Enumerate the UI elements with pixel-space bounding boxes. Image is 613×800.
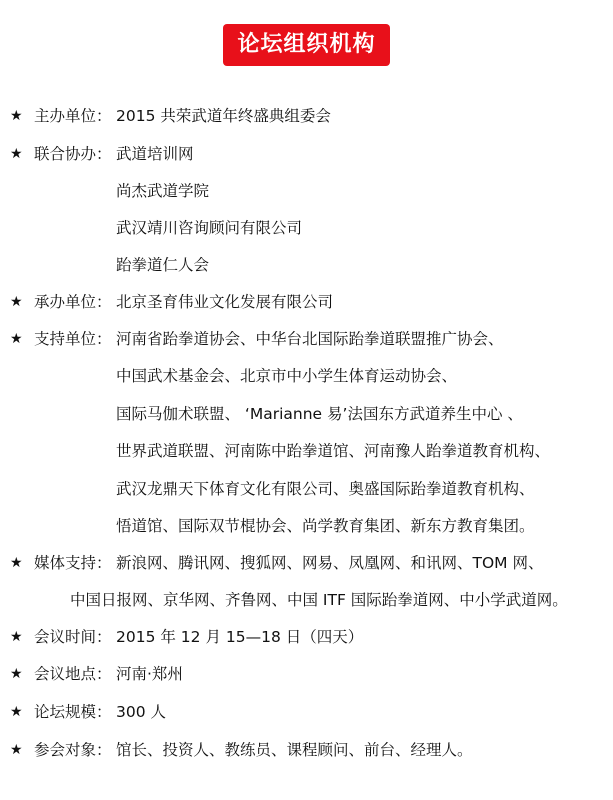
item-label: 承办单位： bbox=[34, 293, 112, 311]
item-label: 参会对象： bbox=[34, 741, 112, 759]
star-icon: ★ bbox=[10, 331, 23, 347]
item-continuation-text: 武汉靖川咨询顾问有限公司 bbox=[116, 219, 303, 237]
item-value: 2015 年 12 月 15—18 日（四天） bbox=[116, 628, 364, 646]
item-label: 论坛规模： bbox=[34, 703, 112, 721]
item-value: 武道培训网 bbox=[116, 145, 194, 163]
item-continuation-text: 悟道馆、国际双节棍协会、尚学教育集团、新东方教育集团。 bbox=[116, 517, 535, 535]
item-value: 河南·郑州 bbox=[116, 665, 183, 683]
item-continuation-text: 跆拳道仁人会 bbox=[116, 256, 210, 274]
star-icon: ★ bbox=[10, 629, 23, 645]
star-icon: ★ bbox=[10, 294, 23, 310]
item-label: 会议地点： bbox=[34, 665, 112, 683]
item-label: 会议时间： bbox=[34, 628, 112, 646]
item-value: 新浪网、腾讯网、搜狐网、网易、凤凰网、和讯网、TOM 网、 bbox=[116, 554, 544, 572]
item-label: 联合协办： bbox=[34, 145, 112, 163]
item-value: 馆长、投资人、教练员、课程顾问、前台、经理人。 bbox=[116, 741, 473, 759]
star-icon: ★ bbox=[10, 666, 23, 682]
star-icon: ★ bbox=[10, 704, 23, 720]
item-continuation-text: 国际马伽术联盟、 ‘Marianne 易’法国东方武道养生中心 、 bbox=[116, 405, 523, 423]
page-title: 论坛组织机构 bbox=[223, 24, 389, 66]
item-continuation-text: 中国武术基金会、北京市中小学生体育运动协会、 bbox=[116, 367, 458, 385]
item-label: 支持单位： bbox=[34, 330, 112, 348]
star-icon: ★ bbox=[10, 555, 23, 571]
item-continuation-text: 尚杰武道学院 bbox=[116, 182, 210, 200]
item-value: 300 人 bbox=[116, 703, 167, 721]
item-label: 媒体支持： bbox=[34, 554, 112, 572]
item-continuation-text: 中国日报网、京华网、齐鲁网、中国 ITF 国际跆拳道网、中小学武道网。 bbox=[70, 591, 568, 609]
star-icon: ★ bbox=[10, 146, 23, 162]
title-wrap bbox=[0, 24, 613, 66]
item-value: 2015 共荣武道年终盛典组委会 bbox=[116, 107, 331, 125]
item-value: 北京圣育伟业文化发展有限公司 bbox=[116, 293, 334, 311]
item-continuation-text: 武汉龙鼎天下体育文化有限公司、奥盛国际跆拳道教育机构、 bbox=[116, 480, 535, 498]
item-label: 主办单位： bbox=[34, 107, 112, 125]
item-continuation-text: 世界武道联盟、河南陈中跆拳道馆、河南豫人跆拳道教育机构、 bbox=[116, 442, 551, 460]
star-icon: ★ bbox=[10, 742, 23, 758]
star-icon: ★ bbox=[10, 108, 23, 124]
item-value: 河南省跆拳道协会、中华台北国际跆拳道联盟推广协会、 bbox=[116, 330, 504, 348]
